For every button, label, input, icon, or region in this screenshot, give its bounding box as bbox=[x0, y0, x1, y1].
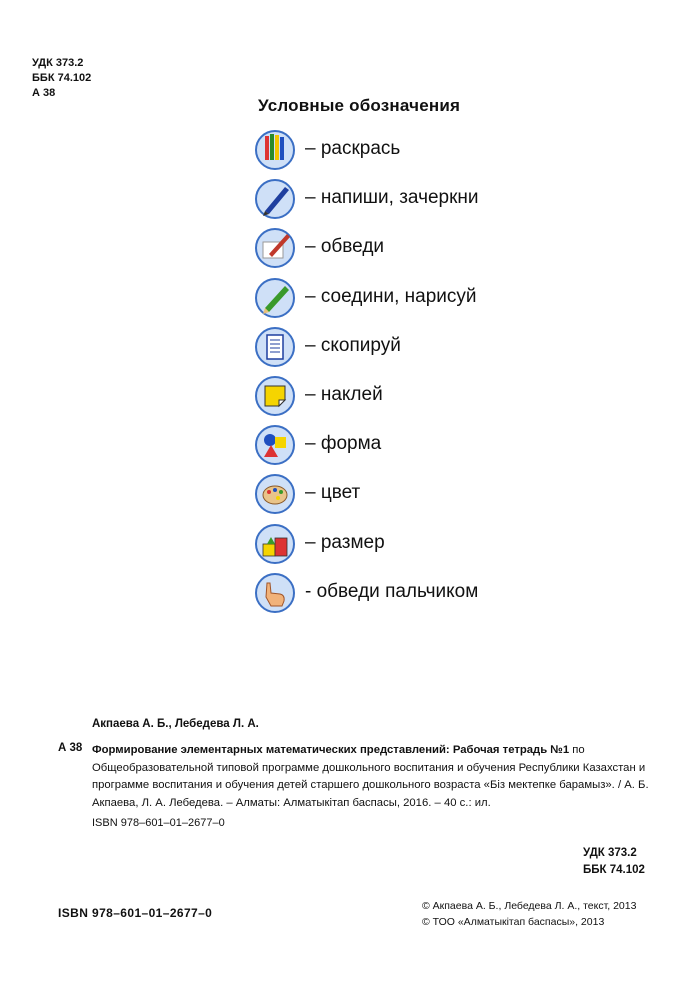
legend-label: – напиши, зачеркни bbox=[305, 187, 479, 209]
catalog-code: А 38 bbox=[58, 742, 83, 754]
catalog-details: по Общеобразовательной типовой программе дошкольного воспитания и обучения Республики Казахстан и программе воспитания и обучения детей старшего дошкольного возраста «Біз мектепке барамыз». / А. Б. Акпаева, Л. А. Лебедева. – Алматы: Алматыкітап баспасы, 2016. – 40 с.: ил. bbox=[92, 744, 649, 809]
legend-label: – размер bbox=[305, 531, 385, 553]
catalog-title: Формирование элементарных математических представлений: Рабочая тетрадь №1 bbox=[92, 744, 570, 756]
legend-label: – наклей bbox=[305, 383, 383, 405]
pen-icon bbox=[255, 179, 295, 219]
pencil-paper-icon bbox=[255, 228, 295, 268]
shapes-icon bbox=[255, 425, 295, 465]
copyright-line: © ТОО «Алматыкітап баспасы», 2013 bbox=[422, 916, 605, 928]
catalog-isbn: ISBN 978–601–01–2677–0 bbox=[92, 817, 225, 829]
legend-label: – обведи bbox=[305, 236, 385, 258]
udk-code: УДК 373.2 bbox=[32, 57, 84, 69]
header-codes bbox=[32, 56, 91, 101]
copy-document-icon bbox=[255, 327, 295, 367]
legend-label: – скопируй bbox=[305, 334, 401, 356]
legend-label: – цвет bbox=[305, 482, 361, 504]
catalog-description bbox=[92, 742, 664, 812]
copyright-line: © Акпаева А. Б., Лебедева Л. А., текст, 2013 bbox=[422, 900, 637, 912]
sticker-icon bbox=[255, 376, 295, 416]
copyright bbox=[422, 898, 636, 930]
legend-label: - обведи пальчиком bbox=[305, 580, 479, 602]
bottom-isbn: ISBN 978–601–01–2677–0 bbox=[58, 906, 213, 920]
catalog-authors: Акпаева А. Б., Лебедева Л. А. bbox=[92, 718, 259, 730]
author-code: А 38 bbox=[32, 87, 56, 99]
legend-label: – соедини, нарисуй bbox=[305, 285, 477, 307]
blocks-icon bbox=[255, 524, 295, 564]
palette-icon bbox=[255, 474, 295, 514]
colored-pencils-icon bbox=[255, 130, 295, 170]
right-codes bbox=[583, 845, 645, 879]
udk-code: УДК 373.2 bbox=[583, 847, 637, 859]
bbk-code: ББК 74.102 bbox=[32, 72, 92, 84]
legend-label: – раскрась bbox=[305, 138, 401, 159]
bbk-code: ББК 74.102 bbox=[583, 864, 645, 876]
green-pencil-icon bbox=[255, 278, 295, 318]
finger-icon bbox=[255, 573, 295, 613]
legend-title: Условные обозначения bbox=[258, 96, 461, 115]
legend-label: – форма bbox=[305, 433, 382, 455]
